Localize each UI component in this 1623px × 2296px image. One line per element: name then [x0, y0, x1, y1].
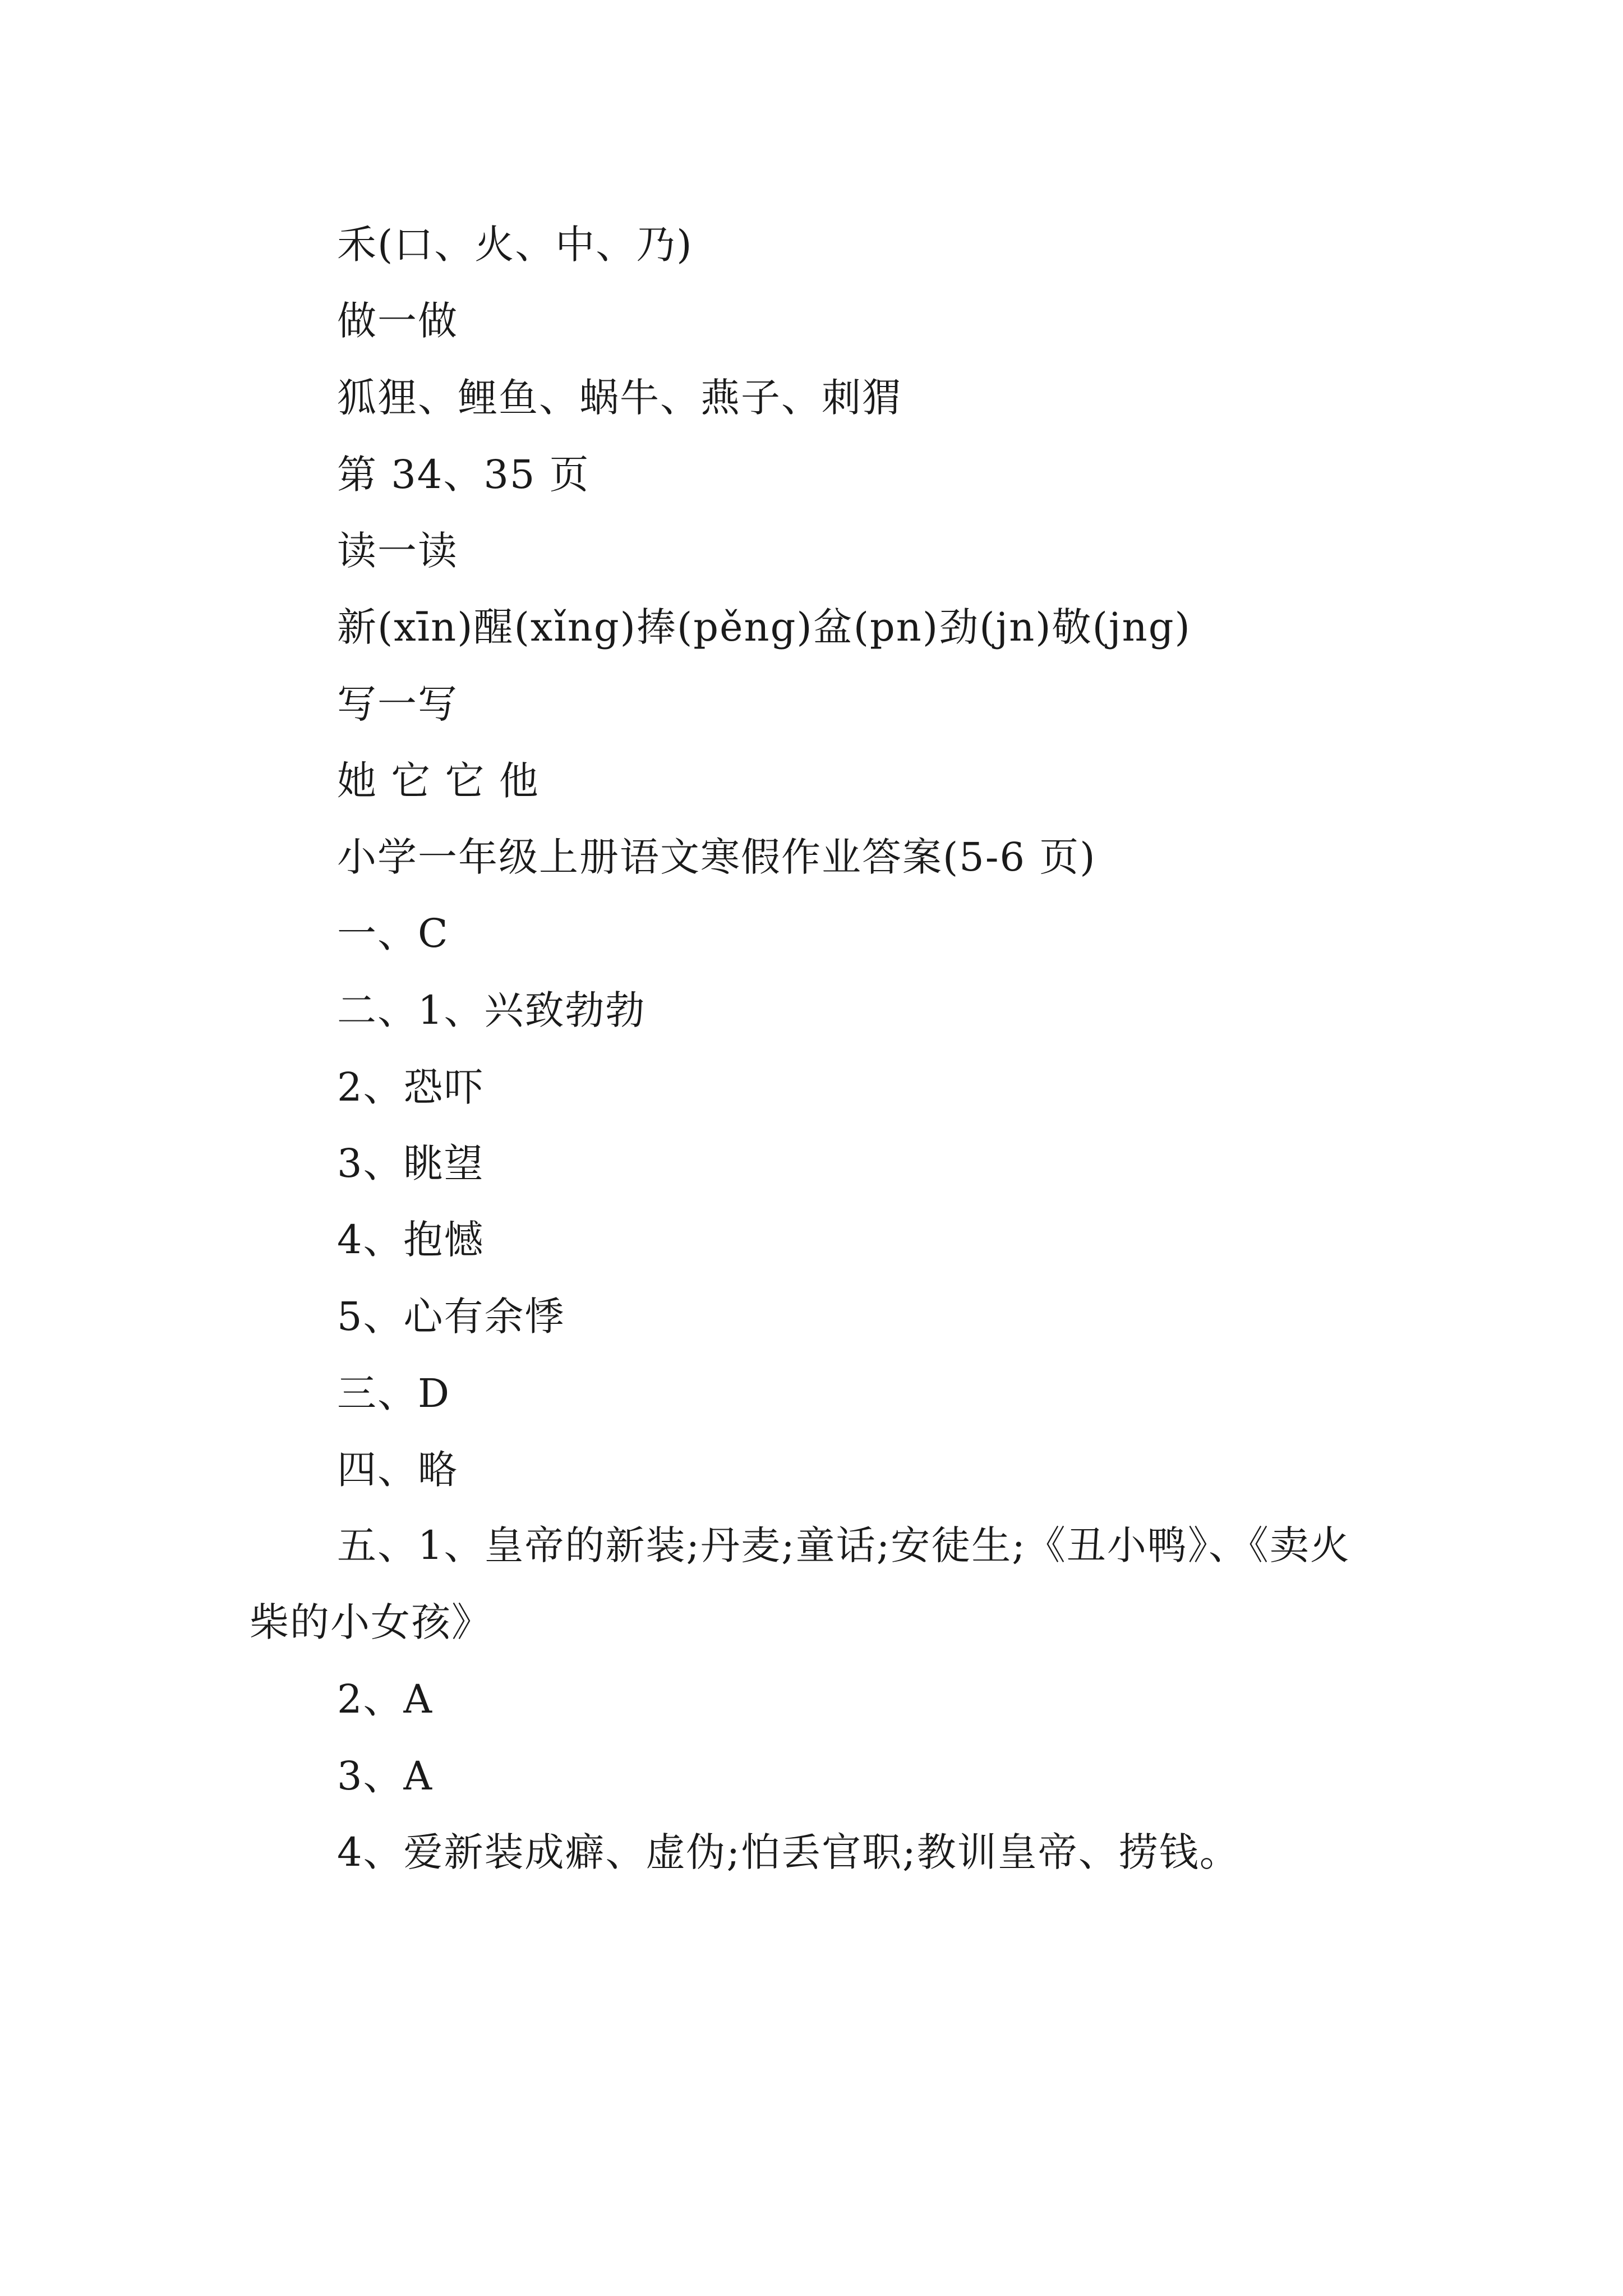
text-line-6: 新(xīn)醒(xǐng)捧(pěng)盆(pn)劲(jn)敬(jng)	[337, 604, 1191, 650]
text-line-5: 读一读	[337, 528, 458, 574]
text-line-9: 小学一年级上册语文寒假作业答案(5-6 页)	[337, 834, 1096, 880]
text-line-2: 做一做	[337, 298, 458, 344]
text-line-11: 二、1、兴致勃勃	[337, 987, 646, 1033]
text-line-17: 四、略	[337, 1447, 458, 1493]
text-line-8: 她 它 它 他	[337, 758, 540, 804]
text-line-4: 第 34、35 页	[337, 452, 590, 498]
text-line-13: 3、眺望	[337, 1140, 485, 1186]
text-line-20: 4、爱新装成癖、虚伪;怕丢官职;教训皇帝、捞钱。	[337, 1829, 1240, 1875]
text-line-18: 2、A	[337, 1676, 434, 1722]
text-line-7: 写一写	[337, 681, 458, 727]
answer-paragraph: 五、1、皇帝的新装;丹麦;童话;安徒生;《丑小鸭》、《卖火柴的小女孩》	[250, 1522, 1350, 1645]
text-line-14: 4、抱憾	[337, 1217, 485, 1263]
text-line-1: 禾(口、火、中、乃)	[337, 222, 693, 268]
text-line-3: 狐狸、鲤鱼、蜗牛、燕子、刺猬	[337, 375, 902, 421]
text-line-15: 5、心有余悸	[337, 1294, 565, 1340]
text-line-19: 3、A	[337, 1753, 434, 1799]
text-line-16: 三、D	[337, 1370, 451, 1416]
text-line-12: 2、恐吓	[337, 1064, 485, 1110]
text-line-10: 一、C	[337, 910, 449, 956]
